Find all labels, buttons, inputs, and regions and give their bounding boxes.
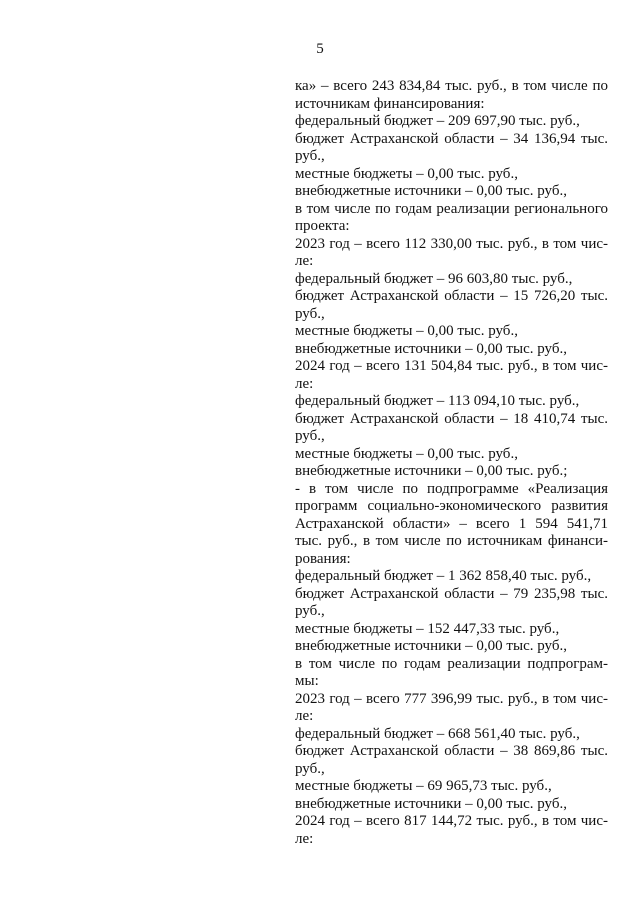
text-line: внебюджетные источники – 0,00 тыс. руб., [295, 340, 567, 357]
text-line: 2024 год – всего 817 144,72 тыс. руб., в том чис- [295, 813, 608, 829]
text-line: местные бюджеты – 0,00 тыс. руб., [295, 323, 518, 339]
text-line: руб., [295, 428, 325, 444]
text-line: местные бюджеты – 0,00 тыс. руб., [295, 445, 518, 462]
text-line: внебюджетные источники – 0,00 тыс. руб.; [295, 463, 568, 479]
text-line: бюджет Астраханской области – 18 410,74 тыс. [295, 410, 608, 427]
text-line: 2023 год – всего 112 330,00 тыс. руб., в том чис- [295, 235, 608, 252]
text-line: 2024 год – всего 131 504,84 тыс. руб., в том чис- [295, 358, 608, 374]
text-line: мы: [295, 673, 319, 689]
text-line: 2023 год – всего 777 396,99 тыс. руб., в том чис- [295, 690, 608, 707]
text-line: бюджет Астраханской области – 38 869,86 тыс. [295, 743, 608, 759]
text-line: ле: [295, 375, 314, 392]
text-line: внебюджетные источники – 0,00 тыс. руб., [295, 795, 567, 812]
text-line: федеральный бюджет – 209 697,90 тыс. руб., [295, 113, 580, 129]
text-line: федеральный бюджет – 96 603,80 тыс. руб., [295, 270, 573, 287]
text-line: программ социально-экономического развития [295, 498, 608, 514]
text-line: руб., [295, 760, 325, 777]
text-line: ле: [295, 708, 314, 724]
text-line: внебюджетные источники – 0,00 тыс. руб., [295, 638, 567, 654]
text-line: федеральный бюджет – 668 561,40 тыс. руб., [295, 725, 580, 742]
text-line: федеральный бюджет – 113 094,10 тыс. руб., [295, 393, 580, 409]
page-number: 5 [316, 41, 324, 57]
text-line: местные бюджеты – 0,00 тыс. руб., [295, 165, 518, 182]
text-line: бюджет Астраханской области – 15 726,20 тыс. [295, 288, 608, 304]
text-line: ка» – всего 243 834,84 тыс. руб., в том числе по [295, 78, 608, 94]
text-line: источникам финансирования: [295, 95, 485, 112]
text-line: руб., [295, 148, 325, 164]
text-line: руб., [295, 603, 325, 619]
text-line: федеральный бюджет – 1 362 858,40 тыс. руб., [295, 568, 592, 584]
text-line: внебюджетные источники – 0,00 тыс. руб., [295, 183, 567, 199]
text-line: руб., [295, 305, 325, 322]
text-line: местные бюджеты – 69 965,73 тыс. руб., [295, 778, 552, 794]
text-line: ле: [295, 253, 314, 269]
text-line: в том числе по годам реализации подпрограм- [295, 655, 608, 672]
text-line: в том числе по годам реализации регионального [295, 200, 608, 217]
text-line: рования: [295, 550, 351, 567]
text-line: - в том числе по подпрограмме «Реализация [295, 480, 608, 497]
text-line: Астраханской области» – всего 1 594 541,71 [295, 515, 608, 532]
text-line: проекта: [295, 218, 350, 234]
text-line: тыс. руб., в том числе по источникам финанси- [295, 533, 608, 549]
text-line: бюджет Астраханской области – 34 136,94 тыс. [295, 130, 608, 147]
text-line: бюджет Астраханской области – 79 235,98 тыс. [295, 585, 608, 602]
text-line: ле: [295, 830, 314, 847]
financing-text-block [295, 78, 608, 848]
text-line: местные бюджеты – 152 447,33 тыс. руб., [295, 620, 560, 637]
